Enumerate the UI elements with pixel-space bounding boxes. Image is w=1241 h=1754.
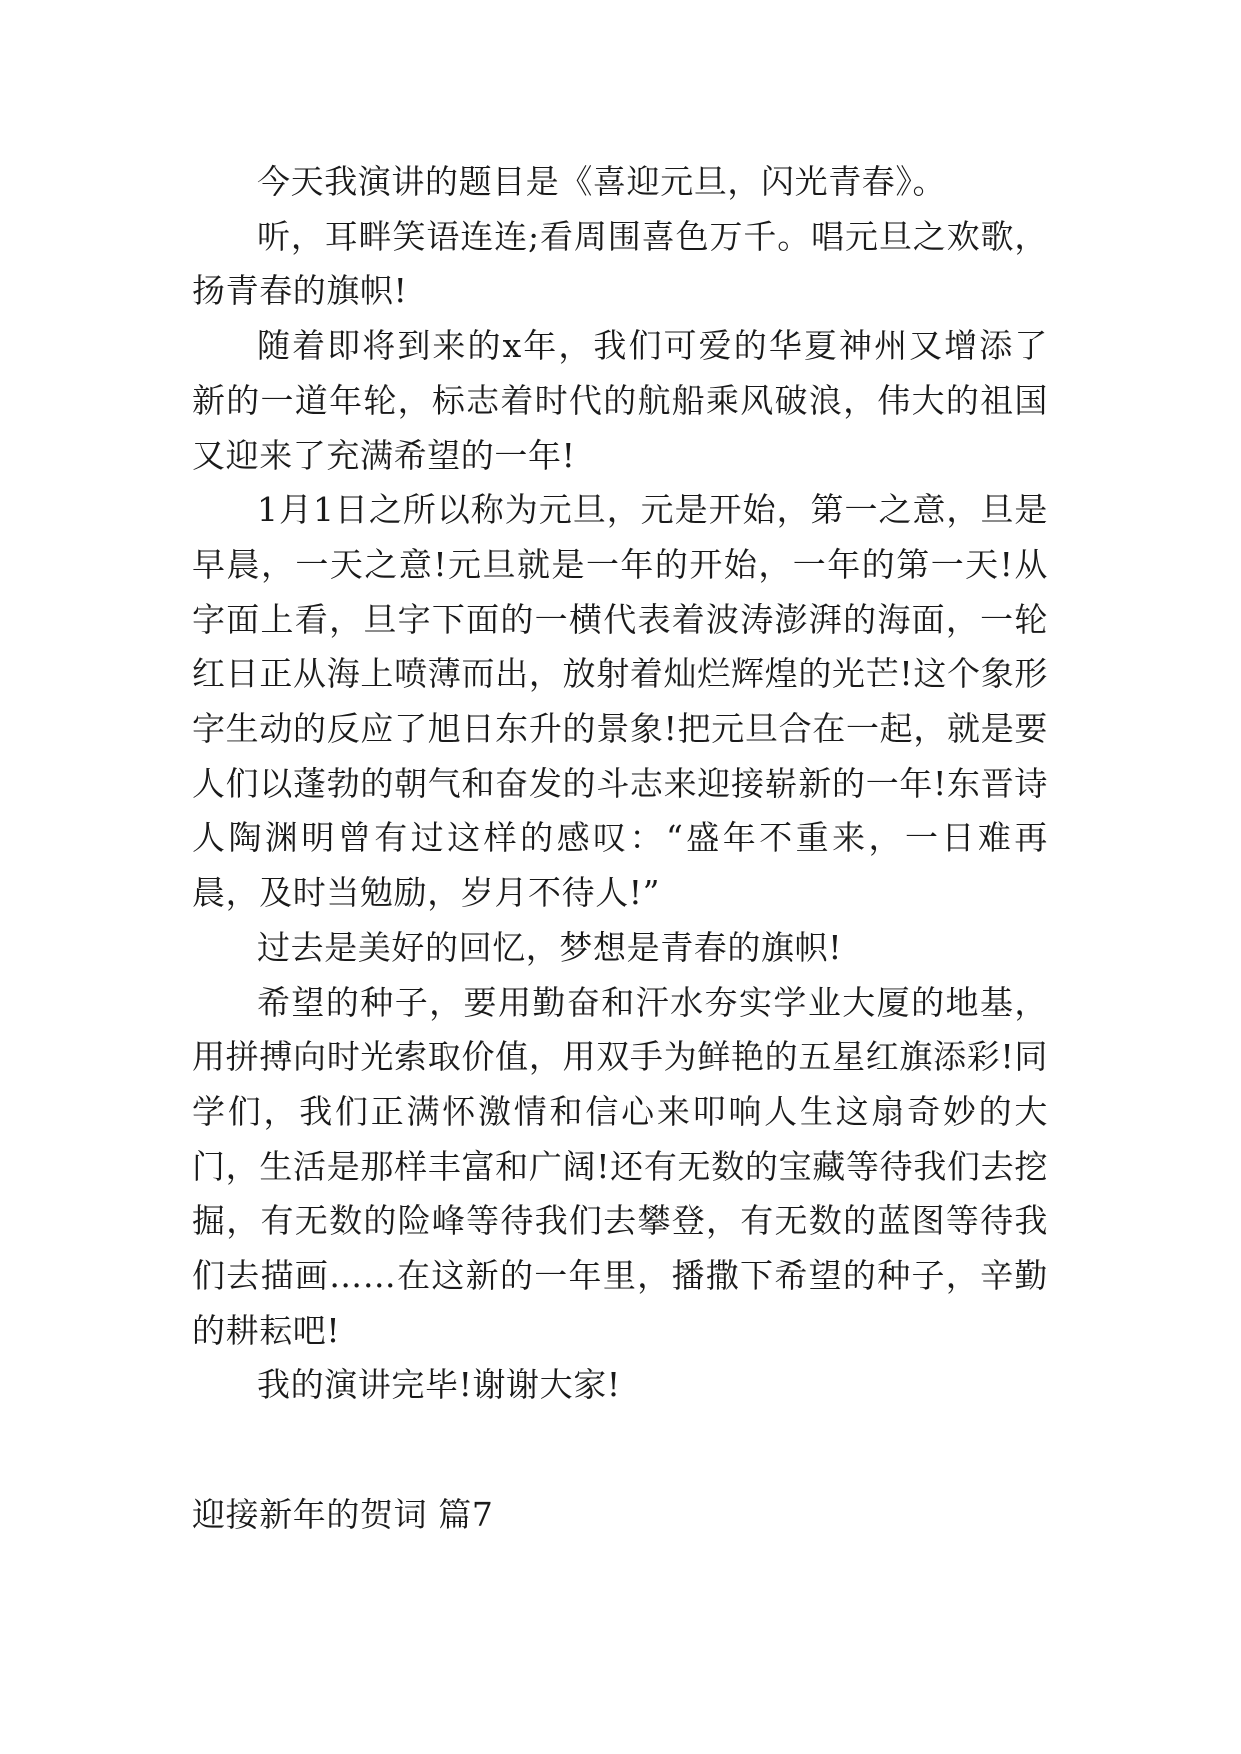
section-heading: 迎接新年的贺词 篇7 <box>192 1495 494 1534</box>
paragraph-hope-seed: 希望的种子，要用勤奋和汗水夯实学业大厦的地基，用拼搏向时光索取价值，用双手为鲜艳的五星红旗添彩!同学们，我们正满怀激情和信心来叩响人生这扇奇妙的大门，生活是那样丰富和广阔!还有无数的宝藏等待我们去挖掘，有无数的险峰等待我们去攀登，有无数的蓝图等待我们去描画……在这新的一年里，播撒下希望的种子，辛勤的耕耘吧! <box>192 982 1048 1350</box>
document-body <box>192 155 1048 1413</box>
paragraph-new-year: 随着即将到来的x年，我们可爱的华夏神州又增添了新的一道年轮，标志着时代的航船乘风破浪，伟大的祖国又迎来了充满希望的一年! <box>192 326 1048 475</box>
paragraph-past-dream: 过去是美好的回忆，梦想是青春的旗帜! <box>257 927 843 967</box>
paragraph-listen: 听，耳畔笑语连连;看周围喜色万千。唱元旦之欢歌，扬青春的旗帜! <box>192 216 1048 311</box>
paragraph-yuandan-meaning: 1月1日之所以称为元旦，元是开始，第一之意，旦是早晨，一天之意!元旦就是一年的开始，一年的第一天!从字面上看，旦字下面的一横代表着波涛澎湃的海面，一轮红日正从海上喷薄而出，放射着灿烂辉煌的光芒!这个象形字生动的反应了旭日东升的景象!把元旦合在一起，就是要人们以蓬勃的朝气和奋发的斗志来迎接崭新的一年!东晋诗人陶渊明曾有过这样的感叹：“盛年不重来，一日难再晨，及时当勉励，岁月不待人!” <box>192 490 1048 913</box>
paragraph-closing: 我的演讲完毕!谢谢大家! <box>257 1365 621 1405</box>
paragraph-topic: 今天我演讲的题目是《喜迎元旦，闪光青春》。 <box>257 162 947 201</box>
